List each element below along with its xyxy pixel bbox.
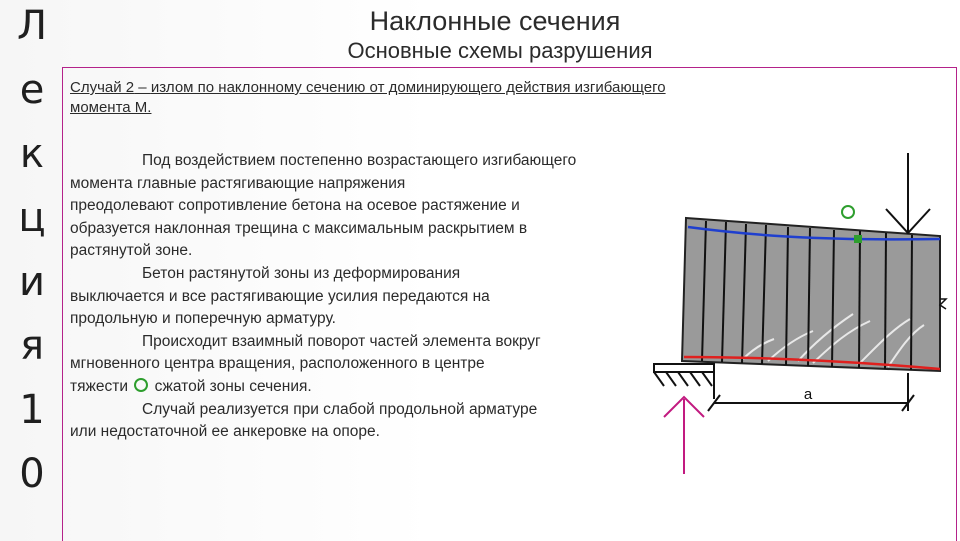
stirrup-line: [859, 231, 860, 368]
body-line: преодолевают сопротивление бетона на осевое растяжение и: [70, 197, 520, 215]
vertical-letter: 1: [19, 387, 45, 433]
stirrup-line: [911, 235, 912, 370]
support-plate: [654, 364, 714, 372]
hatch-line: [678, 372, 688, 386]
dimension-label: a: [803, 386, 813, 403]
vertical-letter: ц: [18, 195, 46, 241]
page-title: Наклонные сечения: [369, 6, 621, 36]
vertical-letter: к: [19, 131, 45, 177]
body-line: образуется наклонная трещина с максимальным раскрытием в: [70, 219, 528, 237]
beam-diagram: [648, 149, 950, 480]
rotation-center-marker: [854, 235, 862, 243]
body-line: Происходит взаимный поворот частей элемента вокруг: [142, 332, 541, 350]
hatch-line: [666, 372, 676, 386]
rotation-center-circle-icon: [134, 378, 148, 392]
support-hatching: [654, 372, 714, 399]
beam-failure-figure: [648, 149, 950, 480]
case-text: излом по наклонному сечению от доминирующего действия изгибающего: [150, 79, 666, 96]
vertical-letter: я: [19, 323, 45, 369]
load-arrow-icon: [886, 153, 930, 233]
vertical-letter: е: [19, 67, 45, 113]
page-subtitle: Основные схемы разрушения: [347, 38, 653, 63]
body-line: Случай реализуется при слабой продольной арматуре: [142, 400, 538, 418]
body-line: или недостаточной ее анкеровке на опоре.: [70, 423, 380, 441]
body-line-part: тяжести: [70, 377, 133, 395]
hatch-line: [654, 372, 664, 386]
body-line: растянутой зоне.: [70, 242, 193, 260]
case-label: Случай 2: [70, 79, 135, 96]
vertical-letter: и: [19, 259, 45, 305]
case-heading: [70, 78, 870, 118]
rotation-center-circle: [842, 206, 854, 218]
reaction-arrow-icon: [664, 397, 704, 474]
support-icon: [654, 364, 714, 399]
body-line: продольную и поперечную арматуру.: [70, 310, 336, 328]
case-text-cont: момента М.: [70, 99, 152, 116]
vertical-letter: Л: [16, 3, 48, 49]
body-line: Бетон растянутой зоны из деформирования: [142, 264, 461, 282]
body-line: выключается и все растягивающие усилия передаются на: [70, 287, 490, 305]
body-line: [70, 376, 670, 399]
body-paragraphs: [70, 150, 670, 444]
body-line: Под воздействием постепенно возрастающего изгибающего: [142, 152, 577, 169]
vertical-letter: 0: [19, 451, 45, 497]
body-line: мгновенного центра вращения, расположенного в центре: [70, 355, 485, 373]
body-line: момента главные растягивающие напряжения: [70, 174, 406, 192]
hatch-line: [690, 372, 700, 386]
case-dash: –: [134, 79, 151, 96]
body-line-part: сжатой зоны сечения.: [150, 377, 312, 395]
hatch-line: [702, 372, 712, 386]
stirrup-line: [885, 233, 886, 369]
